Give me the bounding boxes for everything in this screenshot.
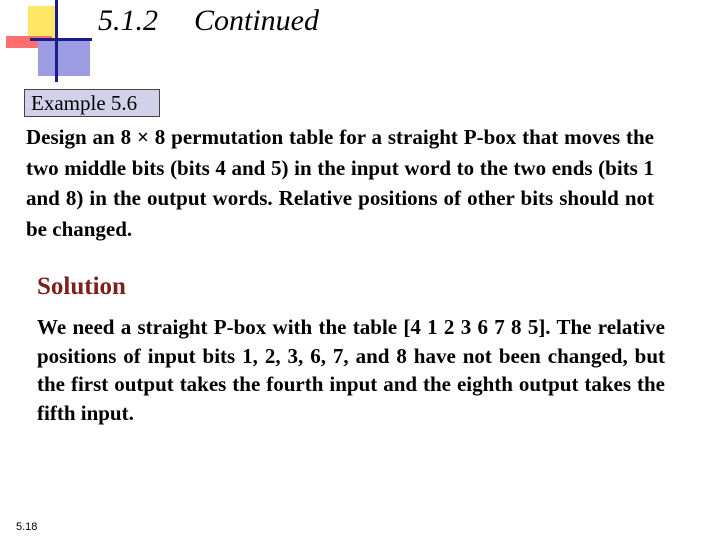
solution-text: We need a straight P-box with the table [4 1 2 3 6 7 8 5]. The relative positions of input bits 1, 2, 3, 6, 7, and 8 have not been changed, but the first output takes the fourth input and the eighth output takes the fifth input.	[37, 315, 665, 425]
decor-vertical-line	[55, 0, 58, 82]
example-text: Design an 8 × 8 permutation table for a straight P-box that moves the two middle bits (bits 4 and 5) in the input word to the two ends (bits 1 and 8) in the output words. Relative positions of other bits should not be changed.	[26, 125, 654, 241]
decor-yellow-square	[28, 6, 56, 38]
example-label: Example 5.6	[24, 89, 160, 117]
decor-blue-square	[38, 38, 90, 76]
section-title: Continued	[194, 4, 319, 37]
page-number: 5.18	[16, 521, 38, 533]
slide-title	[98, 4, 319, 38]
decor-horizontal-line	[30, 38, 92, 41]
solution-label: Solution	[37, 273, 126, 300]
section-number: 5.1.2	[98, 4, 158, 37]
